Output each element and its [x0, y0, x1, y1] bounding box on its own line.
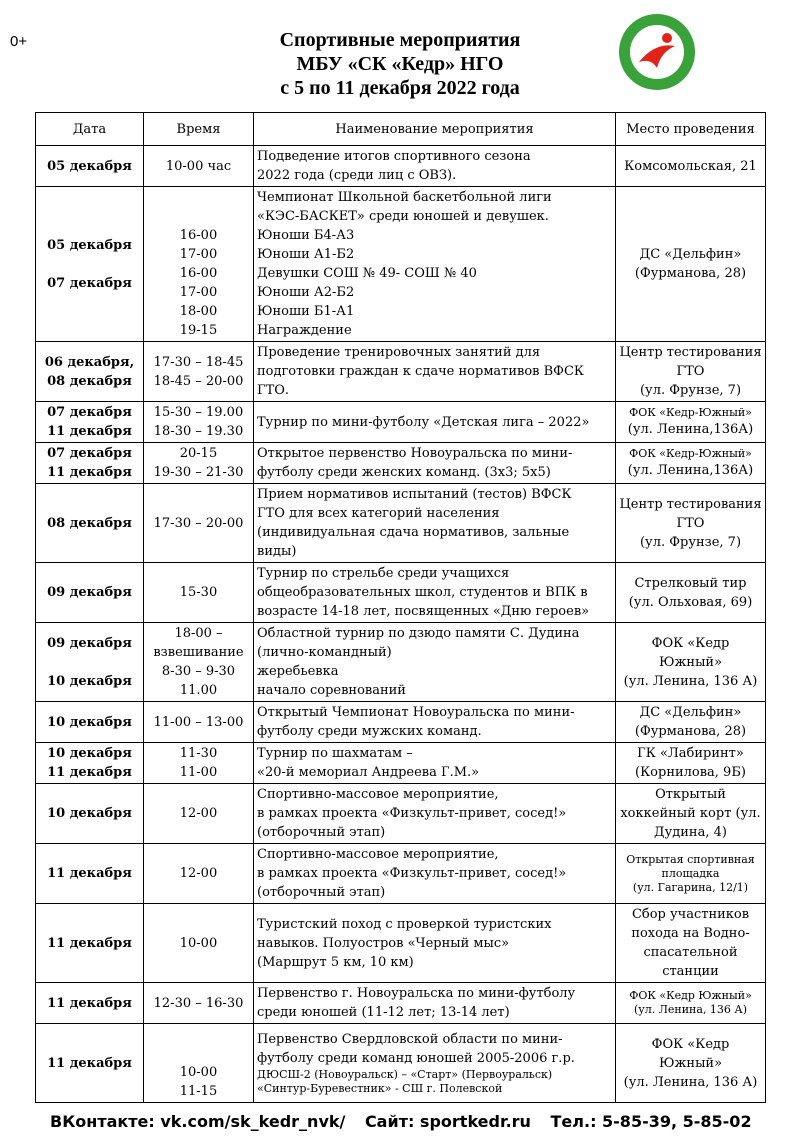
event-date-line: 06 декабря, — [44, 354, 135, 370]
event-name-line: Спортивно-массовое мероприятие, — [257, 847, 499, 862]
event-name — [254, 623, 616, 702]
table-row — [36, 623, 766, 702]
event-date — [36, 983, 144, 1024]
event-name-line: Девушки СОШ № 49- СОШ № 40 — [257, 266, 477, 281]
event-time-line: взвешивание — [153, 645, 244, 660]
event-name-line: жеребьевка — [257, 664, 339, 679]
table-row — [36, 563, 766, 623]
event-place — [616, 443, 766, 484]
table-row — [36, 904, 766, 983]
event-place — [616, 187, 766, 342]
table-row — [36, 146, 766, 187]
event-date — [36, 844, 144, 904]
event-name — [254, 904, 616, 983]
event-name-line: Туристский поход с проверкой туристских — [257, 916, 552, 932]
event-time-line: 12-00 — [179, 866, 218, 881]
header-date: Дата — [36, 113, 144, 146]
event-name-line: Первенство Свердловской области по мини- — [257, 1032, 563, 1047]
event-place-line: Стрелковый тир — [634, 575, 747, 591]
event-place-line: ГТО — [676, 364, 705, 379]
event-name-line: общеобразовательных школ, студентов и ВПК в — [257, 585, 588, 600]
event-time-line: 11.00 — [179, 683, 218, 698]
event-name-line: (отборочный этап) — [257, 825, 386, 840]
event-name-line: в рамках проекта «Физкульт-привет, сосед!» — [257, 806, 567, 821]
page-title — [200, 28, 600, 100]
event-place-line: (ул. Ленина, 136 А) — [623, 673, 758, 689]
event-name — [254, 702, 616, 743]
event-place — [616, 743, 766, 784]
event-name-line: Проведение тренировочных занятий для — [257, 345, 541, 360]
footer-contacts — [50, 1112, 766, 1131]
event-place — [616, 484, 766, 563]
event-name-line: Награждение — [257, 323, 352, 338]
event-name-line: начало соревнований — [257, 683, 406, 698]
event-name-line: футболу среди команд юношей 2005-2006 г.р. — [257, 1051, 575, 1066]
footer-site: Сайт: sportkedr.ru — [364, 1112, 531, 1131]
event-place-line: Центр тестирования — [619, 496, 762, 512]
event-date-line: 05 декабря — [47, 158, 132, 174]
table-row — [36, 983, 766, 1024]
event-name-line: ДЮСШ-2 (Новоуральск) – «Старт» (Первоуральск) — [257, 1068, 553, 1081]
event-name — [254, 402, 616, 443]
event-name-line: (лично-командный) — [257, 645, 392, 660]
event-place — [616, 563, 766, 623]
event-place-line: (ул. Фрунзе, 7) — [639, 534, 742, 550]
event-date-line: 11 декабря — [47, 765, 132, 780]
event-time-line: 19-15 — [179, 323, 218, 338]
event-time-line — [147, 1044, 250, 1063]
event-name-line: «КЭС-БАСКЕТ» среди юношей и девушек. — [257, 209, 549, 224]
event-place-line: спасательной — [643, 945, 738, 960]
event-name — [254, 563, 616, 623]
event-name-line: (индивидуальная сдача нормативов, зальные — [257, 525, 570, 540]
title-line: Спортивные мероприятия — [279, 29, 521, 51]
event-name-line: ГТО для всех категорий населения — [257, 506, 500, 521]
event-date-line: 09 декабря — [47, 585, 132, 600]
event-time-line: 10-00 — [179, 1065, 218, 1080]
event-date-line: 11 декабря — [47, 1055, 132, 1071]
event-place-line: (Фурманова, 28) — [634, 266, 747, 281]
event-name-line: «Синтур-Буревестник» - СШ г. Полевской — [257, 1082, 503, 1095]
event-time-line: 11-15 — [179, 1084, 218, 1099]
event-name-line: Турнир по мини-футболу «Детская лига – 2022» — [257, 414, 590, 430]
schedule-table — [35, 112, 766, 1103]
event-place-line: ГК «Лабиринт» — [637, 746, 744, 761]
event-name-line: футболу среди мужских команд. — [257, 724, 482, 739]
header-place: Место проведения — [616, 113, 766, 146]
event-place-line: станции — [662, 964, 719, 979]
event-place-line: ФОК «Кедр Южный» — [629, 989, 752, 1002]
event-date-line: 08 декабря — [47, 373, 132, 389]
event-name-line: Прием нормативов испытаний (тестов) ВФСК — [257, 487, 572, 502]
event-date — [36, 1024, 144, 1103]
event-date — [36, 187, 144, 342]
event-name — [254, 187, 616, 342]
event-date — [36, 402, 144, 443]
event-name-line: Первенство г. Новоуральска по мини-футболу — [257, 986, 576, 1001]
event-name-line: возрасте 14-18 лет, посвященных «Дню героев» — [257, 604, 590, 619]
event-date-line: 10 декабря — [47, 673, 132, 689]
event-name-line: Юноши Б4-А3 — [257, 228, 355, 243]
event-place-line: Открытый — [655, 787, 726, 802]
event-place-line: ГТО — [676, 515, 705, 531]
event-place — [616, 342, 766, 402]
event-time-line: 16-00 — [179, 266, 218, 281]
header-event: Наименование мероприятия — [254, 113, 616, 146]
event-date — [36, 784, 144, 844]
event-time-line: 18-00 – — [174, 626, 223, 641]
event-time-line: 10-00 час — [165, 158, 232, 174]
event-time — [144, 146, 254, 187]
event-place-line: Дудина, 4) — [654, 825, 727, 840]
event-name-line: ГТО. — [257, 383, 290, 398]
table-row — [36, 342, 766, 402]
event-time-line: 12-30 – 16-30 — [153, 995, 244, 1011]
event-date-line: 09 декабря — [47, 635, 132, 651]
event-name-line: Юноши А2-Б2 — [257, 285, 355, 300]
event-name — [254, 342, 616, 402]
event-name — [254, 443, 616, 484]
event-name — [254, 146, 616, 187]
event-time-line: 17-30 – 20-00 — [153, 515, 244, 531]
footer-phone: Тел.: 5-85-39, 5-85-02 — [550, 1112, 752, 1131]
event-name — [254, 844, 616, 904]
event-name-line: (Маршрут 5 км, 10 км) — [257, 954, 414, 970]
event-date-line: 11 декабря — [47, 935, 132, 951]
event-place — [616, 844, 766, 904]
event-place-line: ФОК «Кедр Южный» — [651, 1036, 730, 1071]
table-row — [36, 844, 766, 904]
event-name-line: Чемпионат Школьной баскетбольной лиги — [257, 190, 552, 205]
event-name — [254, 784, 616, 844]
event-date — [36, 146, 144, 187]
event-name-line: виды) — [257, 544, 297, 559]
event-place-line: ФОК «Кедр-Южный» — [629, 405, 752, 419]
event-place — [616, 702, 766, 743]
event-date-line — [39, 653, 140, 672]
event-name-line: Юноши Б1-А1 — [257, 304, 355, 319]
event-date-line: 11 декабря — [47, 424, 132, 439]
table-row — [36, 784, 766, 844]
table-row — [36, 743, 766, 784]
table-row — [36, 702, 766, 743]
event-place-line: ДС «Дельфин» — [639, 247, 742, 262]
event-date — [36, 443, 144, 484]
event-name-line: в рамках проекта «Физкульт-привет, сосед!» — [257, 866, 567, 881]
event-time — [144, 402, 254, 443]
event-date-line: 07 декабря — [47, 275, 132, 291]
event-time — [144, 904, 254, 983]
event-time — [144, 702, 254, 743]
event-date — [36, 623, 144, 702]
event-time-line: 17-30 – 18-45 — [153, 354, 244, 370]
event-place — [616, 402, 766, 443]
event-date-line: 10 декабря — [47, 746, 132, 761]
event-date — [36, 743, 144, 784]
event-date — [36, 563, 144, 623]
event-date-line: 11 декабря — [47, 995, 132, 1011]
event-place — [616, 146, 766, 187]
table-row — [36, 484, 766, 563]
event-place-line: ДС «Дельфин» — [639, 705, 742, 720]
event-place — [616, 1024, 766, 1103]
event-time — [144, 484, 254, 563]
event-place-line: Открытая спортивная — [626, 852, 755, 866]
event-time — [144, 623, 254, 702]
event-place-line: (ул. Гагарина, 12/1) — [632, 880, 749, 894]
event-time-line: 8-30 – 9-30 — [161, 664, 236, 679]
event-date — [36, 484, 144, 563]
title-line: с 5 по 11 декабря 2022 года — [280, 77, 520, 99]
event-place-line: (Фурманова, 28) — [634, 724, 747, 739]
event-name-line: Турнир по стрельбе среди учащихся — [257, 566, 510, 581]
event-time-line: 10-00 — [179, 935, 218, 951]
event-time-line: 20-15 — [179, 446, 218, 461]
event-date-line: 07 декабря — [47, 405, 132, 420]
event-date-line: 11 декабря — [47, 465, 132, 480]
event-time — [144, 187, 254, 342]
event-time-line: 19-30 – 21-30 — [153, 465, 244, 480]
event-time-line — [147, 188, 250, 207]
event-place-line: (ул. Ольховая, 69) — [628, 594, 753, 610]
event-name — [254, 983, 616, 1024]
event-time — [144, 563, 254, 623]
event-place-line: Сбор участников — [631, 907, 750, 922]
event-place-line: (ул. Ленина, 136 А) — [633, 1003, 748, 1016]
event-place-line: хоккейный корт (ул. — [620, 806, 761, 821]
event-name-line: 2022 года (среди лиц с ОВЗ). — [257, 168, 457, 183]
footer-vk: ВКонтакте: vk.com/sk_kedr_nvk/ — [50, 1112, 346, 1131]
event-place-line: площадка — [661, 866, 720, 880]
event-date — [36, 342, 144, 402]
event-name-line: Турнир по шахматам – — [257, 746, 413, 761]
event-date — [36, 702, 144, 743]
event-time-line: 17-00 — [179, 285, 218, 300]
event-place-line: (ул. Ленина,136А) — [627, 421, 754, 437]
event-date-line: 10 декабря — [47, 806, 132, 821]
event-place — [616, 983, 766, 1024]
event-name-line: Областной турнир по дзюдо памяти С. Дудина — [257, 626, 580, 641]
event-name-line: Открытое первенство Новоуральска по мини- — [257, 446, 573, 461]
event-place-line: ФОК «Кедр Южный» — [651, 635, 730, 670]
event-date-line: 08 декабря — [47, 515, 132, 531]
event-date-line: 10 декабря — [47, 714, 132, 730]
table-row — [36, 443, 766, 484]
event-place-line: (Корнилова, 9Б) — [635, 765, 746, 780]
event-time-line: 17-00 — [179, 247, 218, 262]
event-time-line: 11-00 – 13-00 — [153, 714, 244, 730]
kedr-logo — [617, 12, 697, 92]
event-time — [144, 844, 254, 904]
event-date — [36, 904, 144, 983]
event-place-line: (ул. Ленина,136А) — [627, 462, 754, 478]
event-name-line: подготовки граждан к сдаче нормативов ВФСК — [257, 364, 584, 379]
event-time-line: 12-00 — [179, 806, 218, 821]
event-name — [254, 1024, 616, 1103]
event-name — [254, 743, 616, 784]
event-name-line: навыков. Полуостров «Черный мыс» — [257, 935, 510, 951]
event-date-line: 11 декабря — [47, 866, 132, 881]
event-time — [144, 1024, 254, 1103]
event-time-line: 18-00 — [179, 304, 218, 319]
table-row — [36, 402, 766, 443]
event-time-line: 11-30 — [179, 746, 218, 761]
table-row — [36, 187, 766, 342]
event-name-line: Подведение итогов спортивного сезона — [257, 149, 531, 164]
event-time — [144, 342, 254, 402]
event-place — [616, 784, 766, 844]
event-time — [144, 443, 254, 484]
event-time-line: 18-30 – 19.30 — [153, 424, 244, 439]
event-date-line: 05 декабря — [47, 237, 132, 253]
table-header-row — [36, 113, 766, 146]
event-name-line: футболу среди женских команд. (3х3; 5х5) — [257, 465, 551, 480]
event-time-line: 15-30 – 19.00 — [153, 405, 244, 420]
event-date-line — [39, 255, 140, 274]
event-time — [144, 983, 254, 1024]
event-place-line: Комсомольская, 21 — [624, 158, 757, 174]
table-row — [36, 1024, 766, 1103]
event-time-line — [147, 1025, 250, 1044]
event-name-line: Юноши А1-Б2 — [257, 247, 355, 262]
age-rating: 0+ — [10, 33, 28, 50]
event-name — [254, 484, 616, 563]
event-time-line: 18-45 – 20-00 — [153, 373, 244, 389]
event-place-line: ФОК «Кедр-Южный» — [629, 446, 752, 460]
event-time-line: 11-00 — [179, 765, 218, 780]
event-place-line: похода на Водно- — [631, 926, 750, 941]
event-name-line: (отборочный этап) — [257, 885, 386, 900]
event-place — [616, 623, 766, 702]
event-name-line: Открытый Чемпионат Новоуральска по мини- — [257, 705, 575, 720]
event-place-line: Центр тестирования — [619, 345, 762, 360]
event-name-line: среди юношей (11-12 лет; 13-14 лет) — [257, 1005, 510, 1020]
event-time-line: 15-30 — [179, 585, 218, 600]
event-name-line: Спортивно-массовое мероприятие, — [257, 787, 499, 802]
event-place-line: (ул. Фрунзе, 7) — [639, 383, 742, 398]
event-place-line: (ул. Ленина, 136 А) — [623, 1074, 758, 1090]
event-time — [144, 743, 254, 784]
header-time: Время — [144, 113, 254, 146]
event-time — [144, 784, 254, 844]
event-time-line: 16-00 — [179, 228, 218, 243]
event-date-line: 07 декабря — [47, 446, 132, 461]
event-name-line: «20-й мемориал Андреева Г.М.» — [257, 765, 480, 780]
event-time-line — [147, 207, 250, 226]
event-place — [616, 904, 766, 983]
title-line: МБУ «СК «Кедр» НГО — [296, 53, 504, 75]
